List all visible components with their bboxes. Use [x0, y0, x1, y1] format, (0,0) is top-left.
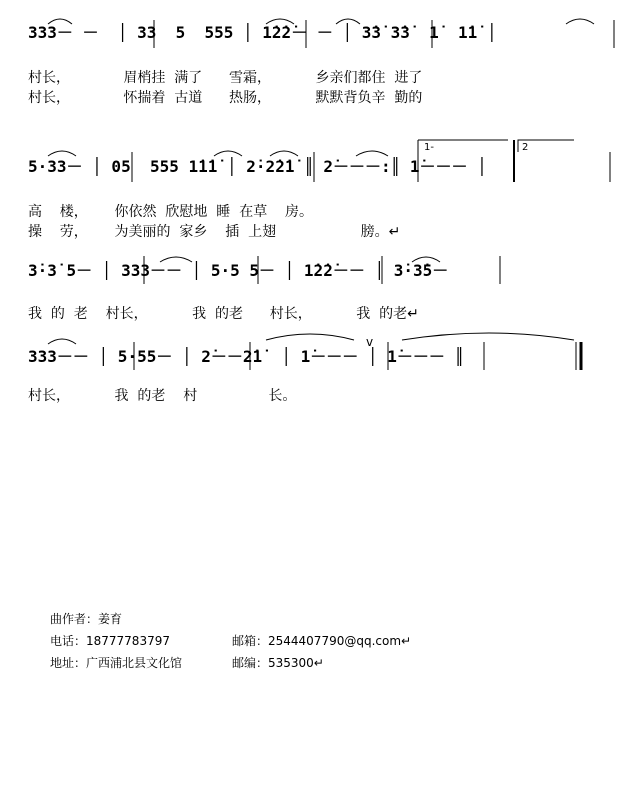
lyric-row-1-verse-2: 村长， 怀揣着 古道 热肠， 默默背负辛 勤的 — [28, 90, 423, 106]
volta-2-label: 2 — [522, 142, 529, 153]
notes-row-3: 3̇·3̇ 5－ │ 333－－ │ 5·5 5－ │ 1̇2̇2̇－－ │ 3̇·3̇5－ — [28, 261, 449, 280]
lyric-row-1-verse-1: 村长， 眉梢挂 满了 雪霜， 乡亲们都住 进了 — [28, 70, 423, 86]
lyric-row-2-verse-2: 操 劳， 为美丽的 家乡 插 上翅 膀。↵ — [28, 224, 401, 240]
lyric-row-3: 我 的 老 村长， 我 的老 村长， 我 的老↵ — [28, 306, 419, 322]
notes-row-4: 333－－ │ 5·55－ │ 2̇－－2̇1̇ │ 1̇－－－ │ 1̇－－－ ║ — [28, 347, 465, 366]
volta-1-label: 1- — [424, 142, 434, 153]
lyric-row-2-verse-1: 高 楼， 你依然 欣慰地 睡 在草 房。 — [28, 204, 314, 220]
lyric-row-4: 村长， 我 的老 村 长。 — [28, 388, 297, 404]
breath-mark: v — [366, 335, 374, 349]
email-line: 邮箱：2544407790@qq.com↵ — [232, 634, 412, 648]
composer-line: 曲作者：姜育 — [50, 612, 123, 626]
notes-row-1: 333－ － │ 33 5 555 │ 1̇2̇2̇－ － │ 3̇3̇ 3̇3̇ 1̇ 1̇1̇ │ — [28, 23, 497, 42]
notes-row-2: 5·33－ │ 05 555 1̇1̇1̇ │ 2̇·2̇2̇1̇ ║ 2̇－－－:║ 1̇－－－ │ — [28, 157, 487, 176]
address-line: 地址：广西浦北县文化馆 — [50, 656, 183, 670]
phone-line: 电话：18777783797 — [50, 634, 170, 648]
postcode-line: 邮编：535300↵ — [232, 656, 324, 670]
